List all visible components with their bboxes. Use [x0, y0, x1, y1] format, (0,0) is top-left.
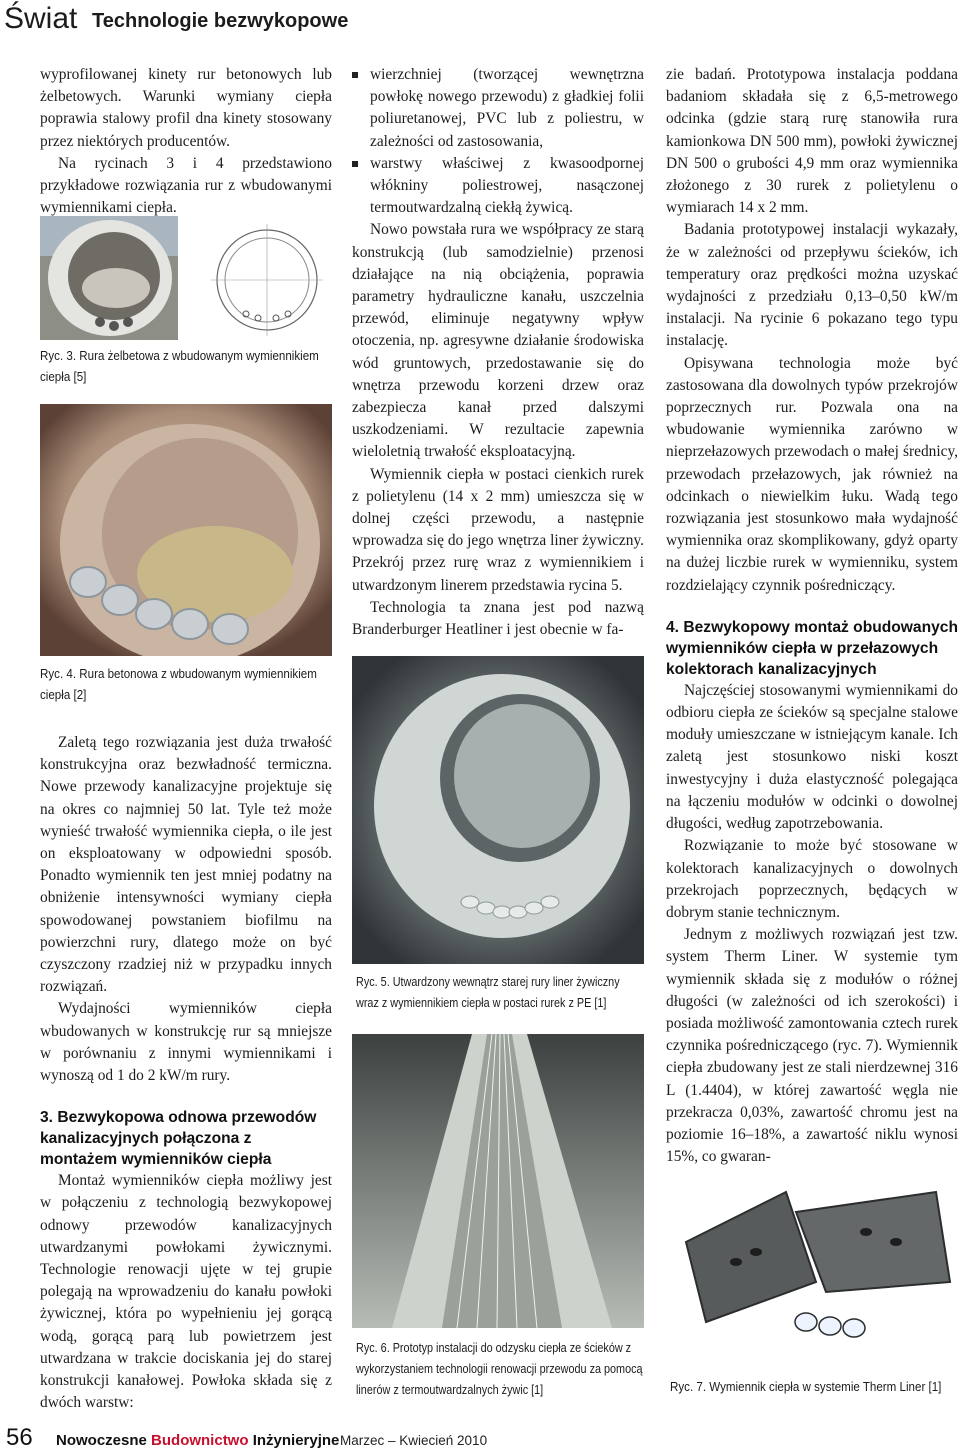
- bullet-item: wierzchniej (tworzącej wewnętrzna powłokę nowego przewodu) z gładkiej folii poliuretanowej, PVC lub z poliestru, w zależności od zastosowania,: [352, 64, 644, 153]
- figure-5-caption: Ryc. 5. Utwardzony wewnątrz starej rury liner żywiczny wraz z wymiennikiem ciepła w postaci rurek z PE [1]: [356, 975, 620, 1010]
- figure-4-photo: [40, 404, 332, 656]
- issue-date: Marzec – Kwiecień 2010: [340, 1433, 488, 1448]
- column-2-top: [352, 64, 644, 641]
- figure-7-caption: Ryc. 7. Wymiennik ciepła w systemie Therm Liner [1]: [670, 1380, 942, 1394]
- section-label: Świat: [4, 2, 78, 35]
- section-heading: 3. Bezwykopowa odnowa przewodów kanalizacyjnych połączona z montażem wymienników ciepła: [40, 1109, 317, 1169]
- column-3-top: [666, 64, 958, 1168]
- figure-3-photo: [40, 216, 178, 340]
- paragraph: Najczęściej stosowanymi wymiennikami do odbioru ciepła ze ścieków są specjalne stalowe moduły umieszczane w istniejącym kanale. Ich zaletą jest stosunkowo niski koszt inwestycyjny i duża elastyczność polegająca na łączeniu modułów w odcinki o dowolnej długości, według zapotrzebowania.: [666, 681, 958, 833]
- magazine-name-part: Inżynieryjne: [252, 1432, 340, 1449]
- figure-5-photo: [352, 656, 644, 964]
- figure-4-caption: Ryc. 4. Rura betonowa z wbudowanym wymiennikiem ciepła [2]: [40, 667, 317, 702]
- paragraph: Wymiennik ciepła w postaci cienkich rurek z polietylenu (14 x 2 mm) umieszcza się w dolnej części przewodu, a następnie wprowadza się do jego wnętrza liner żywiczny. Przekrój przez rurę wraz z wymiennikiem i utwardzonym linerem przedstawia rycina 5.: [352, 465, 644, 594]
- figure-3-caption: Ryc. 3. Rura żelbetowa z wbudowanym wymiennikiem ciepła [5]: [40, 349, 319, 384]
- paragraph: Jednym z możliwych rozwiązań jest tzw. system Therm Liner. W systemie tym wymiennik składa się z modułów o różnej długości (w zależności od ich szerokości) i posiada możliwość zamontowania cztech rurek czynnika pośredniczącego (ryc. 7). Wymiennik ciepła zbudowany jest ze stali nierdzewnej 316 L (1.4404), w której zawartość węgla nie przekracza 0,03%, zawartość chromu jest na poziomie 16–18%, a zawartość niklu wynosi 15%, co gwaran-: [666, 926, 958, 1166]
- page-number: 56: [6, 1424, 33, 1451]
- paragraph: Badania prototypowej instalacji wykazały, że w zależności od przepływu ścieków, ich temperatury oraz prędkości można uzyskać wydajności z przedziału 0,13–0,50 kW/m instalacji. Na rycinie 6 pokazano tego typu instalację.: [666, 221, 958, 350]
- magazine-name-part: Budownictwo: [151, 1432, 249, 1449]
- figure-6-photo: [352, 1034, 644, 1328]
- paragraph: wyprofilowanej kinety rur betonowych lub żelbetowych. Warunki wymiany ciepła poprawia stalowy profil dna kinety stosowany przez niektórych producentów.: [40, 66, 332, 150]
- paragraph: Montaż wymienników ciepła możliwy jest w połączeniu z technologią bezwykopowej odnowy przewodów kanalizacyjnych utwardzanymi powłokami żywicznymi. Technologie renowacji ujęte w tej grupie polegają na wprowadzeniu do kanału powłoki żywicznej, która po wypełnieniu jej gorącą wodą, gorącą parą lub powietrzem jest utwardzana w trakcie dociskania jej do starej konstrukcji kanałowej. Powłoka składa się z dwóch warstw:: [40, 1172, 332, 1412]
- paragraph: Nowo powstała rura we współpracy ze starą konstrukcją (lub samodzielnie) przenosi działające na nią obciążenia, poprawia parametry hydrauliczne kanału, uszczelnia przewód, eliminuje negatywny wpływ otoczenia, np. agresywne działanie środowiska wód gruntowych, przedostawanie się do wnętrza przewodu korzeni drzew oraz zabezpiecza kanał przed dalszymi uszkodzeniami. W rezultacie zapewnia wieloletnią trwałość eksploatacyjną.: [352, 221, 644, 461]
- magazine-name-part: Nowoczesne: [56, 1432, 147, 1449]
- paragraph: Zaletą tego rozwiązania jest duża trwałość konstrukcyjna oraz bezwładność termiczna. Nowe przewody kanalizacyjne projektuje się na okres co najmniej 50 lat. Tyle też może wynieść trwałość wymiennika ciepła, o ile jest on eksploatowany w odpowiedni sposób. Ponadto wymiennik ten jest mniej podatny na obniżenie intensywności wymiany ciepła spowodowanej powstaniem biofilmu na powierzchni rury, dlatego może on być czyszczony rzadziej niż w przypadku innych rozwiązań.: [40, 734, 332, 996]
- bullet-item: warstwy właściwej z kwasoodpornej włókniny poliestrowej, nasączonej termoutwardzalną ciekłą żywicą.: [352, 153, 644, 220]
- column-1-bottom: [40, 732, 332, 1414]
- figure-3-drawing: [206, 216, 328, 340]
- paragraph: Wydajności wymienników ciepła wbudowanych w konstrukcję rur są mniejsze w porównaniu z innymi wymiennikami i wynoszą od 1 do 2 kW/m rury.: [40, 1000, 332, 1085]
- column-1-top: [40, 64, 332, 219]
- magazine-name: [56, 1432, 339, 1449]
- paragraph: Na rycinach 3 i 4 przedstawiono przykładowe rozwiązania rur z wbudowanymi wymiennikami ciepła.: [40, 154, 332, 217]
- figure-7-photo: [666, 1172, 958, 1370]
- paragraph: Rozwiązanie to może być stosowane w kolektorach kanalizacyjnych o dowolnych przekrojach poprzecznych, będących w dobrym stanie technicznym.: [666, 837, 958, 921]
- section-heading: 4. Bezwykopowy montaż obudowanych wymienników ciepła w przełazowych kolektorach kanalizacyjnych: [666, 618, 958, 678]
- paragraph: Technologia ta znana jest pod nazwą Branderburger Heatliner i jest obecnie w fa-: [352, 598, 644, 639]
- paragraph: Opisywana technologia może być zastosowana dla dowolnych typów przekrojów poprzecznych rur. Pozwala ona na wbudowanie wymiennika zarówno w nieprzełazowych przewodach o małej średnicy, przewodach przełazowych, jak również na odcinkach o niewielkim łuku. Wadą tego rozwiązania jest stosunkowo mała wydajność wymiennika oraz skomplikowany, gdyż oparty na dużej liczbie rurek w wymienniku, system rozdzielający czynnik pośredniczący.: [666, 354, 958, 594]
- page-title: Technologie bezwykopowe: [92, 10, 349, 32]
- paragraph: zie badań. Prototypowa instalacja poddana badaniom składała się z 6,5-metrowego odcinka (gdzie starą rurę stanowiła rura kamionkowa DN 500 mm), powłoki żywicznej DN 500 o grubości 4,9 mm oraz wymiennika złożonego z 30 rurek z polietylenu o wymiarach 14 x 2 mm.: [666, 66, 958, 217]
- figure-6-caption: Ryc. 6. Prototyp instalacji do odzysku ciepła ze ścieków z wykorzystaniem technologii renowacji przewodu za pomocą linerów z termoutwardzalnych żywic [1]: [356, 1341, 643, 1397]
